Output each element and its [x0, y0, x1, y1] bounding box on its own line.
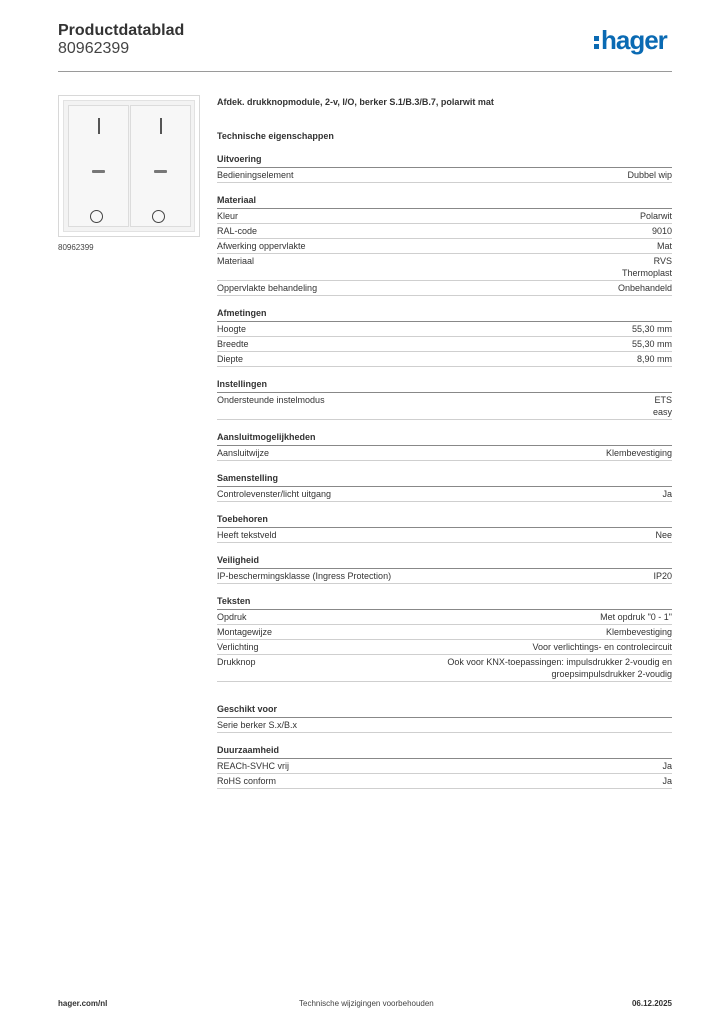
- on-symbol-icon: [160, 118, 162, 134]
- image-caption: 80962399: [58, 243, 94, 252]
- section-heading: Toebehoren: [217, 514, 672, 528]
- spec-label: Heeft tekstveld: [217, 530, 277, 540]
- spec-label: Afwerking oppervlakte: [217, 241, 306, 251]
- spec-section: [217, 473, 672, 502]
- spec-label: RoHS conform: [217, 776, 277, 786]
- spec-row: [217, 774, 672, 789]
- spec-value: Klembevestiging: [605, 448, 672, 458]
- spec-row: [217, 655, 672, 682]
- spec-value: Voor verlichtings- en controlecircuit: [532, 642, 672, 652]
- spec-row: [217, 393, 672, 420]
- section-heading: Materiaal: [217, 195, 672, 209]
- spec-label: Drukknop: [217, 657, 256, 667]
- spec-label: Materiaal: [217, 256, 255, 266]
- spec-label: Montagewijze: [217, 627, 273, 637]
- spec-section: [217, 154, 672, 183]
- spec-value: IP20: [653, 571, 672, 581]
- rocker-left: [68, 105, 129, 227]
- spec-row: [217, 254, 672, 281]
- spec-label: Ondersteunde instelmodus: [217, 395, 325, 405]
- section-heading: Teksten: [217, 596, 672, 610]
- spec-label: Diepte: [217, 354, 244, 364]
- spec-row: [217, 625, 672, 640]
- spec-row: [217, 352, 672, 367]
- spec-row: [217, 446, 672, 461]
- spec-row: [217, 487, 672, 502]
- spec-label: Bedieningselement: [217, 170, 294, 180]
- spec-value: Ja: [662, 761, 672, 771]
- spec-section: [217, 555, 672, 584]
- spec-row: [217, 322, 672, 337]
- spec-label: Kleur: [217, 211, 239, 221]
- cover-plate: [63, 100, 195, 232]
- section-heading: Afmetingen: [217, 308, 672, 322]
- spec-label: REACh-SVHC vrij: [217, 761, 290, 771]
- footer-website[interactable]: hager.com/nl: [58, 999, 108, 1008]
- spec-value: 8,90 mm: [636, 354, 672, 364]
- spec-value: 9010: [651, 226, 672, 236]
- product-content: [217, 96, 672, 789]
- spec-value: Ook voor KNX-toepassingen: impulsdrukker 2-voudig en groepsimpulsdrukker 2-voudig: [447, 657, 672, 679]
- spec-label: Breedte: [217, 339, 249, 349]
- section-heading: Samenstelling: [217, 473, 672, 487]
- spec-row: [217, 528, 672, 543]
- spec-label: IP-beschermingsklasse (Ingress Protection): [217, 571, 392, 581]
- spec-row: [217, 337, 672, 352]
- spec-value: Mat: [656, 241, 672, 251]
- on-symbol-icon: [98, 118, 100, 134]
- spec-row: [217, 718, 672, 733]
- spec-row: [217, 239, 672, 254]
- spec-label: Serie berker S.x/B.x: [217, 720, 298, 730]
- spec-label: Aansluitwijze: [217, 448, 270, 458]
- spec-label: Verlichting: [217, 642, 259, 652]
- spec-value: Dubbel wip: [627, 170, 672, 180]
- section-heading: Instellingen: [217, 379, 672, 393]
- spec-row: [217, 224, 672, 239]
- spec-section: [217, 195, 672, 296]
- spec-value: Nee: [655, 530, 672, 540]
- led-window-icon: [92, 170, 105, 173]
- rocker-right: [130, 105, 191, 227]
- spec-row: [217, 168, 672, 183]
- section-heading: Duurzaamheid: [217, 745, 672, 759]
- spec-value: Polarwit: [639, 211, 672, 221]
- tech-properties-title: Technische eigenschappen: [217, 131, 334, 141]
- spec-row: [217, 281, 672, 296]
- spec-section: [217, 704, 672, 733]
- section-heading: Veiligheid: [217, 555, 672, 569]
- spec-label: Oppervlakte behandeling: [217, 283, 318, 293]
- spec-row: [217, 640, 672, 655]
- spec-section: [217, 596, 672, 682]
- off-symbol-icon: [90, 210, 103, 223]
- logo-colon-icon: [594, 36, 599, 49]
- spec-section: [217, 308, 672, 367]
- spec-value: 55,30 mm: [631, 324, 672, 334]
- off-symbol-icon: [152, 210, 165, 223]
- spec-section: [217, 514, 672, 543]
- spec-section: [217, 432, 672, 461]
- spec-value: 55,30 mm: [631, 339, 672, 349]
- section-heading: Aansluitmogelijkheden: [217, 432, 672, 446]
- spec-label: RAL-code: [217, 226, 258, 236]
- spec-sections: [217, 154, 672, 789]
- spec-value: ETS easy: [652, 395, 672, 417]
- footer-date: 06.12.2025: [631, 999, 672, 1008]
- product-image: [58, 95, 200, 237]
- product-title: Afdek. drukknopmodule, 2-v, I/O, berker S.1/B.3/B.7, polarwit mat: [217, 97, 494, 107]
- spec-label: Hoogte: [217, 324, 247, 334]
- spec-row: [217, 759, 672, 774]
- spec-row: [217, 209, 672, 224]
- led-window-icon: [154, 170, 167, 173]
- spec-value: RVS Thermoplast: [621, 256, 672, 278]
- section-heading: Geschikt voor: [217, 704, 672, 718]
- spec-value: Ja: [662, 776, 672, 786]
- spec-section: [217, 745, 672, 789]
- hager-logo: [594, 27, 667, 57]
- spec-label: Controlevenster/licht uitgang: [217, 489, 332, 499]
- spec-value: Onbehandeld: [617, 283, 672, 293]
- spec-label: Opdruk: [217, 612, 247, 622]
- section-heading: Uitvoering: [217, 154, 672, 168]
- spec-section: [217, 379, 672, 420]
- spec-value: Met opdruk "0 - 1": [600, 612, 672, 622]
- spec-row: [217, 610, 672, 625]
- spec-value: Klembevestiging: [605, 627, 672, 637]
- spec-value: Ja: [662, 489, 672, 499]
- logo-text: hager: [601, 25, 667, 55]
- spec-row: [217, 569, 672, 584]
- footer-disclaimer: Technische wijzigingen voorbehouden: [299, 999, 434, 1008]
- product-code: 80962399: [58, 40, 130, 57]
- document-title: Productdatablad: [58, 22, 185, 39]
- header-divider: [58, 71, 672, 72]
